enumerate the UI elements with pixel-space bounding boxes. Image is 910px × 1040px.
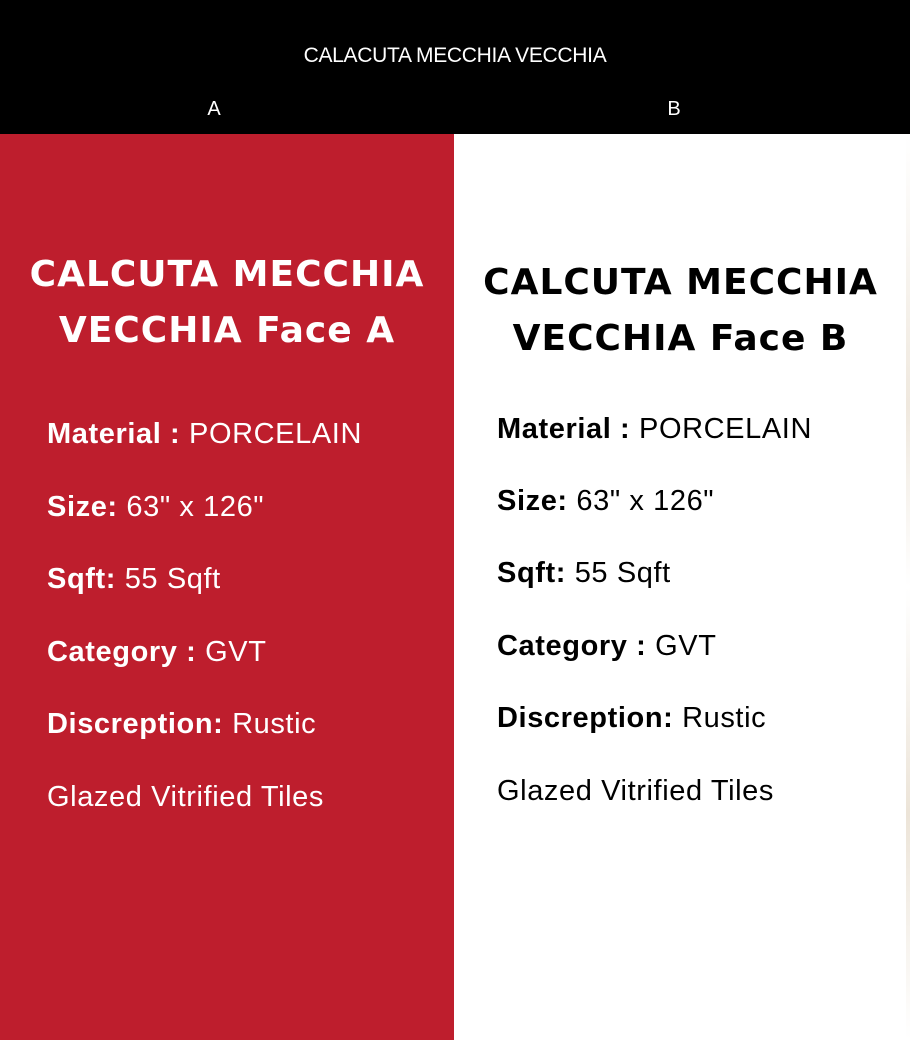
face-b-title-line2: VECCHIA Face B [512, 318, 849, 359]
description-value: Rustic [682, 702, 767, 734]
product-title: CALACUTA MECCHIA VECCHIA [303, 44, 607, 67]
sqft-value: 55 Sqft [124, 563, 221, 595]
face-a-category [47, 635, 267, 669]
category-label: Category : [497, 630, 647, 662]
face-a-title-line1: CALCUTA MECCHIA [29, 254, 425, 295]
header-bar [0, 0, 910, 134]
category-value: GVT [205, 636, 267, 668]
size-value: 63" x 126" [576, 485, 715, 517]
material-label: Material : [47, 418, 181, 450]
sqft-label: Sqft: [47, 563, 117, 595]
size-value: 63" x 126" [126, 491, 265, 523]
material-value: PORCELAIN [189, 418, 362, 450]
face-a-title [0, 247, 454, 359]
face-a-description [47, 707, 316, 741]
material-value: PORCELAIN [639, 413, 812, 445]
face-b-panel [455, 134, 910, 1040]
size-label: Size: [47, 491, 118, 523]
sqft-value: 55 Sqft [574, 557, 671, 589]
material-label: Material : [497, 413, 631, 445]
face-a-material [47, 417, 362, 451]
face-a-sqft [47, 562, 221, 596]
face-b-title [453, 255, 908, 367]
sqft-label: Sqft: [497, 557, 567, 589]
column-label-a: A [207, 98, 221, 120]
category-value: GVT [655, 630, 717, 662]
face-a-title-line2: VECCHIA Face A [58, 310, 396, 351]
description-value: Rustic [232, 708, 317, 740]
description-label: Discreption: [47, 708, 224, 740]
face-b-material [497, 412, 812, 446]
face-b-category [497, 629, 717, 663]
face-a-panel [0, 134, 454, 1040]
size-label: Size: [497, 485, 568, 517]
face-b-title-line1: CALCUTA MECCHIA [483, 262, 878, 303]
description-label: Discreption: [497, 702, 674, 734]
category-label: Category : [47, 636, 197, 668]
face-b-description-line2: Glazed Vitrified Tiles [497, 775, 775, 807]
marble-edge-strip [906, 134, 910, 1040]
face-a-description-line2: Glazed Vitrified Tiles [47, 781, 325, 813]
face-a-size [47, 490, 264, 524]
face-b-description [497, 701, 766, 735]
column-label-b: B [667, 98, 681, 120]
face-b-sqft [497, 556, 671, 590]
face-b-size [497, 484, 714, 518]
